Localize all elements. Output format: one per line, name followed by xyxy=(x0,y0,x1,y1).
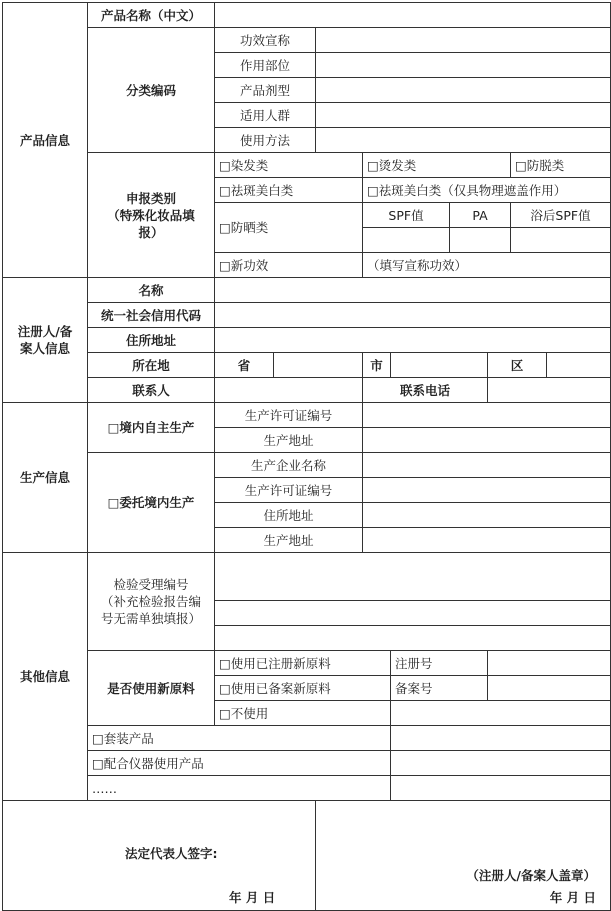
registrant-name-field[interactable] xyxy=(215,278,611,303)
registrant-section-line1: 注册人/备 xyxy=(17,324,73,339)
registrant-section-line2: 案人信息 xyxy=(19,341,70,356)
credit-code-field[interactable] xyxy=(215,303,611,328)
classification-usage-label: 使用方法 xyxy=(215,128,316,153)
other-ellipsis: …… xyxy=(88,776,391,801)
city-label: 市 xyxy=(363,353,391,378)
seal-label: （注册人/备案人盖章） xyxy=(466,868,596,883)
classification-efficacy-field[interactable] xyxy=(316,28,611,53)
section-other-info: 其他信息 xyxy=(3,553,88,801)
classification-population-field[interactable] xyxy=(316,103,611,128)
instrument-product-field[interactable] xyxy=(391,751,611,776)
license-no-label: 生产许可证编号 xyxy=(215,403,363,428)
province-field[interactable] xyxy=(274,353,363,378)
license-no-field[interactable] xyxy=(363,403,611,428)
location-label: 所在地 xyxy=(88,353,215,378)
seal-date: 年 月 日 xyxy=(549,890,596,905)
residence-address-label: 住所地址 xyxy=(215,503,363,528)
inspection-field-2[interactable] xyxy=(215,601,611,626)
ellipsis-field[interactable] xyxy=(391,776,611,801)
declare-category-label xyxy=(88,153,215,278)
checkbox-filed-material[interactable]: □使用已备案新原料 xyxy=(215,676,391,701)
phone-label: 联系电话 xyxy=(363,378,488,403)
section-product-info: 产品信息 xyxy=(3,3,88,278)
legal-rep-date: 年 月 日 xyxy=(229,890,276,905)
checkbox-hair-dye[interactable]: □染发类 xyxy=(215,153,363,178)
classification-usage-field[interactable] xyxy=(316,128,611,153)
spf-after-bath-label: 浴后SPF值 xyxy=(511,203,611,228)
license-no-2-label: 生产许可证编号 xyxy=(215,478,363,503)
inspection-label: 检验受理编号 xyxy=(113,577,189,592)
province-label: 省 xyxy=(215,353,274,378)
production-address-2-field[interactable] xyxy=(363,528,611,553)
classification-label: 分类编码 xyxy=(88,28,215,153)
registration-no-label: 注册号 xyxy=(391,651,488,676)
declare-label-line1: 申报类别 xyxy=(125,190,176,206)
checkbox-perm[interactable]: □烫发类 xyxy=(363,153,511,178)
contact-label: 联系人 xyxy=(88,378,215,403)
address-field[interactable] xyxy=(215,328,611,353)
filing-no-field[interactable] xyxy=(488,676,611,701)
contact-field[interactable] xyxy=(215,378,363,403)
not-used-field[interactable] xyxy=(391,701,611,726)
phone-field[interactable] xyxy=(488,378,611,403)
production-address-2-label: 生产地址 xyxy=(215,528,363,553)
classification-dosage-label: 产品剂型 xyxy=(215,78,316,103)
spf-after-bath-field[interactable] xyxy=(511,228,611,253)
declare-label-line3: 报） xyxy=(138,224,164,240)
section-registrant-info xyxy=(3,278,88,403)
checkbox-kit-product[interactable]: □套装产品 xyxy=(88,726,391,751)
declare-label-line2: （特殊化妆品填 xyxy=(107,207,195,223)
registrant-name-label: 名称 xyxy=(88,278,215,303)
checkbox-freckle-whitening-physical[interactable]: □祛斑美白类（仅具物理遮盖作用） xyxy=(363,178,611,203)
kit-product-field[interactable] xyxy=(391,726,611,751)
inspection-note-line2: 号无需单独填报） xyxy=(100,611,201,626)
classification-dosage-field[interactable] xyxy=(316,78,611,103)
production-address-label: 生产地址 xyxy=(215,428,363,453)
address-label: 住所地址 xyxy=(88,328,215,353)
spf-label: SPF值 xyxy=(363,203,450,228)
district-label: 区 xyxy=(488,353,547,378)
license-no-2-field[interactable] xyxy=(363,478,611,503)
residence-address-field[interactable] xyxy=(363,503,611,528)
checkbox-not-used[interactable]: □不使用 xyxy=(215,701,391,726)
checkbox-sunscreen[interactable]: □防晒类 xyxy=(215,203,363,253)
product-name-label: 产品名称（中文） xyxy=(88,3,215,28)
company-name-label: 生产企业名称 xyxy=(215,453,363,478)
checkbox-freckle-whitening[interactable]: □祛斑美白类 xyxy=(215,178,363,203)
inspection-field-1[interactable] xyxy=(215,553,611,601)
classification-site-label: 作用部位 xyxy=(215,53,316,78)
pa-label: PA xyxy=(450,203,511,228)
new-material-label: 是否使用新原料 xyxy=(88,651,215,726)
classification-population-label: 适用人群 xyxy=(215,103,316,128)
checkbox-domestic-self[interactable]: □境内自主生产 xyxy=(88,403,215,453)
classification-efficacy-label: 功效宣称 xyxy=(215,28,316,53)
legal-rep-label: 法定代表人签字: xyxy=(125,846,218,861)
checkbox-registered-material[interactable]: □使用已注册新原料 xyxy=(215,651,391,676)
production-address-field[interactable] xyxy=(363,428,611,453)
company-name-field[interactable] xyxy=(363,453,611,478)
checkbox-new-efficacy[interactable]: □新功效 xyxy=(215,253,363,278)
checkbox-anti-hairloss[interactable]: □防脱类 xyxy=(511,153,611,178)
inspection-label-cell xyxy=(88,553,215,651)
new-efficacy-note[interactable]: （填写宣称功效） xyxy=(363,253,611,278)
city-field[interactable] xyxy=(391,353,488,378)
pa-field[interactable] xyxy=(450,228,511,253)
spf-field[interactable] xyxy=(363,228,450,253)
checkbox-domestic-entrusted[interactable]: □委托境内生产 xyxy=(88,453,215,553)
registration-no-field[interactable] xyxy=(488,651,611,676)
checkbox-instrument-product[interactable]: □配合仪器使用产品 xyxy=(88,751,391,776)
registration-form-table xyxy=(2,2,611,911)
legal-rep-signature-cell[interactable] xyxy=(3,801,316,911)
product-name-field[interactable] xyxy=(215,3,611,28)
inspection-field-3[interactable] xyxy=(215,626,611,651)
credit-code-label: 统一社会信用代码 xyxy=(88,303,215,328)
section-production-info: 生产信息 xyxy=(3,403,88,553)
district-field[interactable] xyxy=(547,353,611,378)
inspection-note-line1: （补充检验报告编 xyxy=(100,594,201,609)
filing-no-label: 备案号 xyxy=(391,676,488,701)
seal-cell[interactable] xyxy=(316,801,611,911)
classification-site-field[interactable] xyxy=(316,53,611,78)
